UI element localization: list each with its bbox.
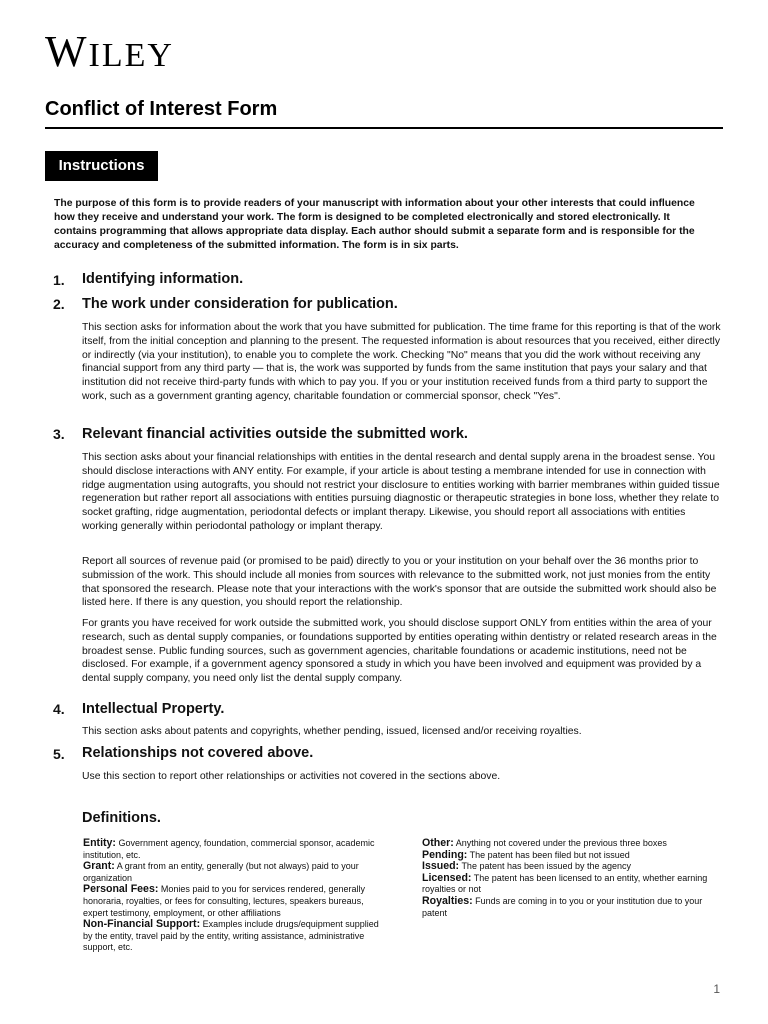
title-divider <box>45 127 723 129</box>
section-2-paragraph: This section asks for information about the work that you have submitted for publication. The time frame for this reporting is that of the work itself, from the initial conception and planning to the present. The requested information is about resources that you received, either directly or indirectly (via your institution), to enable you to complete the work. Checking "No" means that you did the work without receiving any financial support from any third party — that is, the work was supported by funds from the same institution that pays your salary and that institution did not receive third-party funds with which to pay you. If you or your institution received funds from a third party to support the work, such as a government granting agency, charitable foundation or commercial sponsor, check "Yes". <box>82 322 721 402</box>
section-1-title: Identifying information. <box>82 271 244 287</box>
wiley-logo: WILEY <box>45 27 174 76</box>
definitions-title: Definitions. <box>82 810 161 826</box>
instructions-label: Instructions <box>45 151 158 181</box>
definitions-left-column <box>83 838 383 954</box>
definition-entity: Entity: Government agency, foundation, commercial sponsor, academic institution, etc. <box>83 837 375 860</box>
section-3-paragraph-2: Report all sources of revenue paid (or promised to be paid) directly to you or your institution on your behalf over the 36 months prior to submission of the work. This should include all monies from sources with relevance to the submitted work, not just monies from the entity that sponsored the research. Please note that your interactions with the work's sponsor that are outside the submitted work should also be listed here. If there is any question, you should report the relationship. <box>82 556 717 609</box>
section-2-title: The work under consideration for publication. <box>82 296 398 312</box>
section-1-number: 1. <box>53 272 65 288</box>
definitions-right-column <box>422 838 722 919</box>
section-5-number: 5. <box>53 746 65 762</box>
form-title: Conflict of Interest Form <box>45 98 278 120</box>
definition-pending: Pending: The patent has been filed but not issued <box>422 848 630 861</box>
section-3-title: Relevant financial activities outside the submitted work. <box>82 426 468 442</box>
definition-personal-fees: Personal Fees: Monies paid to you for services rendered, generally honoraria, royalties, or fees for consulting, lectures, speakers bureaus, expert testimony, employment, or other affiliations <box>83 883 365 918</box>
section-5-paragraph: Use this section to report other relationships or activities not covered in the sections above. <box>82 771 501 782</box>
intro-paragraph: The purpose of this form is to provide readers of your manuscript with information about your other interests that could influence how they receive and understand your work. The form is designed to be completed electronically and stored electronically. It contains programming that allows appropriate data display. Each author should submit a separate form and is responsible for the accuracy and completeness of the submitted information. The form is in six parts. <box>54 198 695 251</box>
section-3-number: 3. <box>53 426 65 442</box>
section-5-title: Relationships not covered above. <box>82 745 314 761</box>
definition-other: Other: Anything not covered under the previous three boxes <box>422 837 667 849</box>
definition-royalties: Royalties: Funds are coming in to you or your institution due to your patent <box>422 894 703 918</box>
definition-grant: Grant: A grant from an entity, generally (but not always) paid to your organization <box>83 860 359 883</box>
section-3-paragraph-3: For grants you have received for work outside the submitted work, you should disclose support ONLY from entities within the area of your research, such as dental supply companies, or foundations supported by entities operating within dentistry or related research areas in the broadest sense. Public funding sources, such as government agencies, charitable foundations or academic institutions, need not be disclosed. For example, if a government agency sponsored a study in which you have been involved and equipment was provided by a dental supply company, you need only list the dental supply company. <box>82 618 717 685</box>
section-4-paragraph: This section asks about patents and copyrights, whether pending, issued, licensed and/or receiving royalties. <box>82 726 582 737</box>
definition-issued: Issued: The patent has been issued by the agency <box>422 860 632 873</box>
section-3-paragraph-1: This section asks about your financial relationships with entities in the dental research and dental supply arena in the broadest sense. You should disclose interactions with ANY entity. For example, if your article is about testing a membrane intended for use in connection with ridge augmentation using autografts, you should not restrict your disclosure to entities working with barrier membranes within guided tissue regeneration but rather report all associations with entities pursuing diagnostic or therapeutic strategies in bone loss, whether they relate to socket grafting, ridge augmentation, periodontal defects or implant therapy. Likewise, you should report all associations with entities working generally within periodontal pathology or implant therapy. <box>82 452 720 532</box>
definition-non-financial-support: Non-Financial Support: Examples include drugs/equipment supplied by the entity, travel paid by the entity, writing assistance, administrative support, etc. <box>83 918 379 953</box>
section-4-title: Intellectual Property. <box>82 701 225 717</box>
section-2-number: 2. <box>53 296 65 312</box>
definition-licensed: Licensed: The patent has been licensed to an entity, whether earning royalties or not <box>422 871 708 895</box>
page-number: 1 <box>713 982 720 996</box>
section-4-number: 4. <box>53 701 65 717</box>
